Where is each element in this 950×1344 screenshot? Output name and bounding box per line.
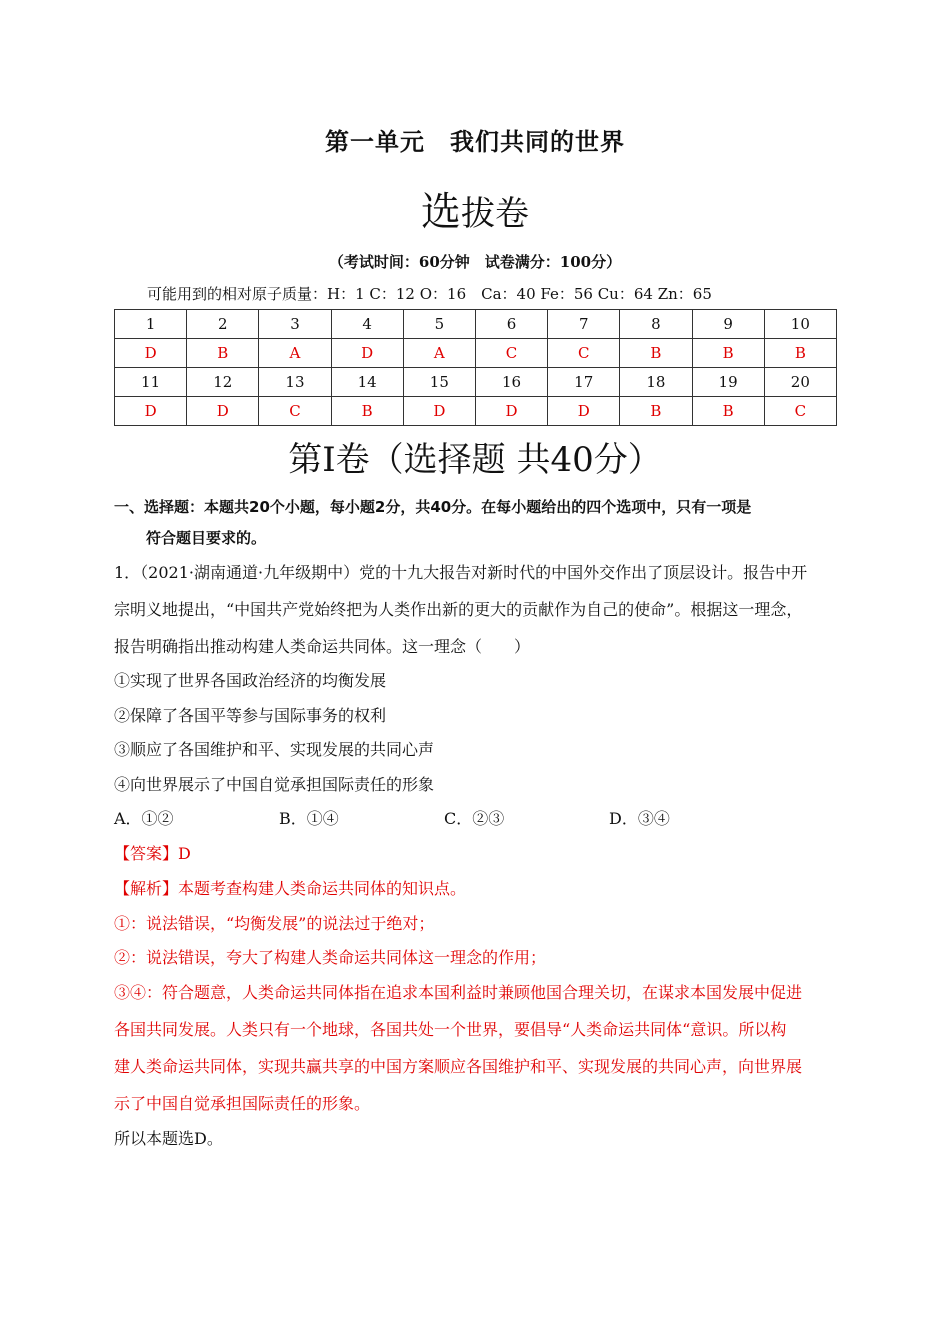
statement-item: ③顺应了各国维护和平、实现发展的共同心声 <box>114 740 435 759</box>
answer-cell: 17 <box>548 368 620 397</box>
option-d: D．③④ <box>609 809 670 828</box>
answer-cell: D <box>475 397 547 426</box>
question-stem: 宗明义地提出，“中国共产党始终把为人类作出新的更大的贡献作为自己的使命”。根据这一理念， <box>114 600 803 619</box>
atomic-mass-note: 可能用到的相对原子质量：H：1 C：12 O：16 Ca：40 Fe：56 Cu：64 Zn：65 <box>147 285 712 303</box>
analysis-line: 示了中国自觉承担国际责任的形象。 <box>114 1094 371 1113</box>
answer-table-row-answers <box>115 397 837 426</box>
unit-title: 第一单元 我们共同的世界 <box>325 128 625 156</box>
answer-cell: B <box>620 397 692 426</box>
answer-cell: D <box>187 397 259 426</box>
paper-title-rest: 拔卷 <box>461 194 529 234</box>
answer-label: 【答案】D <box>114 844 191 863</box>
answer-cell: C <box>548 339 620 368</box>
answer-cell: 13 <box>259 368 331 397</box>
paper-title-first-char: 选 <box>421 189 461 235</box>
paper-title <box>0 180 950 237</box>
answer-cell: 14 <box>331 368 403 397</box>
answer-cell: 2 <box>187 310 259 339</box>
answer-table-row-numbers <box>115 368 837 397</box>
answer-cell: 8 <box>620 310 692 339</box>
answer-cell: 1 <box>115 310 187 339</box>
answer-table <box>114 309 837 426</box>
answer-cell: D <box>115 339 187 368</box>
answer-cell: B <box>620 339 692 368</box>
answer-cell: D <box>548 397 620 426</box>
analysis-line: 建人类命运共同体，实现共赢共享的中国方案顺应各国维护和平、实现发展的共同心声，向世界展 <box>114 1057 803 1076</box>
answer-cell: C <box>259 397 331 426</box>
exam-info: （考试时间：60分钟 试卷满分：100分） <box>328 253 622 271</box>
conclusion-line: 所以本题选D。 <box>114 1129 223 1148</box>
answer-table-row-answers <box>115 339 837 368</box>
answer-cell: 16 <box>475 368 547 397</box>
statement-item: ②保障了各国平等参与国际事务的权利 <box>114 706 387 725</box>
answer-cell: D <box>403 397 475 426</box>
analysis-line: 【解析】本题考查构建人类命运共同体的知识点。 <box>114 879 467 898</box>
analysis-line: 各国共同发展。人类只有一个地球，各国共处一个世界，要倡导“人类命运共同体“意识。所以构 <box>114 1020 787 1039</box>
answer-cell: 5 <box>403 310 475 339</box>
analysis-line: ②：说法错误，夸大了构建人类命运共同体这一理念的作用； <box>114 948 547 967</box>
option-b: B．①④ <box>279 809 339 828</box>
answer-cell: 18 <box>620 368 692 397</box>
answer-cell: C <box>475 339 547 368</box>
section-title: 第Ⅰ卷（选择题 共40分） <box>288 440 662 480</box>
answer-cell: C <box>764 397 836 426</box>
answer-cell: 4 <box>331 310 403 339</box>
answer-table-row-numbers <box>115 310 837 339</box>
answer-cell: D <box>331 339 403 368</box>
option-a: A．①② <box>114 809 174 828</box>
analysis-line: ①：说法错误，“均衡发展”的说法过于绝对； <box>114 914 435 933</box>
section-instruction: 一、选择题：本题共20个小题，每小题2分，共40分。在每小题给出的四个选项中，只有一项是 <box>114 498 752 516</box>
answer-cell: A <box>259 339 331 368</box>
answer-cell: 20 <box>764 368 836 397</box>
answer-cell: B <box>692 339 764 368</box>
answer-cell: 19 <box>692 368 764 397</box>
statement-item: ①实现了世界各国政治经济的均衡发展 <box>114 671 387 690</box>
option-c: C．②③ <box>444 809 505 828</box>
answer-cell: 15 <box>403 368 475 397</box>
answer-cell: 7 <box>548 310 620 339</box>
analysis-line: ③④：符合题意，人类命运共同体指在追求本国利益时兼顾他国合理关切，在谋求本国发展中促进 <box>114 983 803 1002</box>
answer-cell: 10 <box>764 310 836 339</box>
answer-cell: 6 <box>475 310 547 339</box>
answer-cell: B <box>764 339 836 368</box>
question-stem: 1．（2021·湖南通道·九年级期中）党的十九大报告对新时代的中国外交作出了顶层设计。报告中开 <box>114 563 808 582</box>
answer-cell: 3 <box>259 310 331 339</box>
section-instruction-cont: 符合题目要求的。 <box>146 529 267 547</box>
answer-cell: B <box>187 339 259 368</box>
statement-item: ④向世界展示了中国自觉承担国际责任的形象 <box>114 775 435 794</box>
answer-cell: B <box>331 397 403 426</box>
answer-cell: A <box>403 339 475 368</box>
answer-cell: D <box>115 397 187 426</box>
question-stem: 报告明确指出推动构建人类命运共同体。这一理念（ ） <box>114 637 531 656</box>
answer-cell: 12 <box>187 368 259 397</box>
answer-cell: 11 <box>115 368 187 397</box>
answer-cell: B <box>692 397 764 426</box>
answer-cell: 9 <box>692 310 764 339</box>
